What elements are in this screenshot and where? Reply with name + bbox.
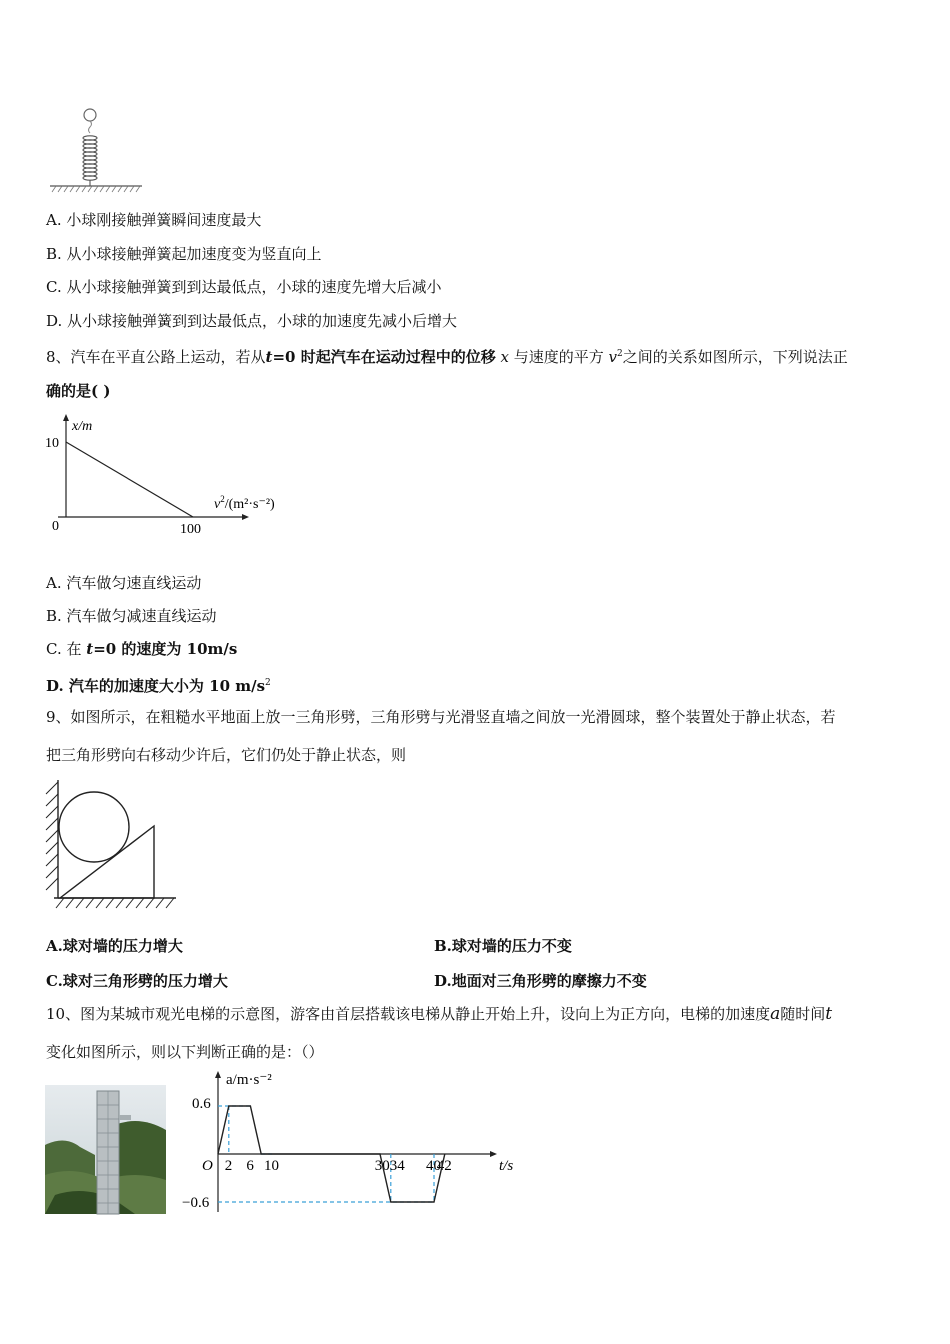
q8-stem-part: 与速度的平方	[513, 348, 604, 366]
q8-stem-part: 之间的关系如图所示，下列说法正	[622, 348, 848, 366]
q9-stem-line1: 9、如图所示，在粗糙水平地面上放一三角形劈，三角形劈与光滑竖直墙之间放一光滑圆球，整个装置处于静止状态，若	[46, 708, 836, 726]
q8-option-c-pre: C. 在	[46, 640, 87, 658]
q8-graph	[40, 412, 300, 542]
q8-stem-part: =0 时起汽车在运动过程中的位移	[272, 348, 496, 366]
q8-y-arrow	[63, 414, 69, 421]
q9-option-a: A.球对墙的压力增大	[46, 937, 183, 955]
q8-stem-line1	[46, 344, 848, 367]
q10-x-tick-labels	[225, 1158, 452, 1174]
q10-stem-line1	[46, 1004, 832, 1024]
q8-stem-line2: 确的是( )	[46, 382, 111, 400]
q8-stem-part: 8、汽车在平直公路上运动，若从	[46, 348, 266, 366]
q8-xtick-100: 100	[180, 522, 201, 537]
q10-xtick-3034: 3034	[374, 1158, 405, 1174]
ground-hatch	[56, 898, 174, 908]
q10-ylabel: a/m·s⁻²	[226, 1072, 272, 1088]
q10-graph	[182, 1066, 526, 1218]
ball	[59, 792, 129, 862]
q10-xtick-40: 40	[426, 1158, 441, 1174]
q8-xlabel-v: v	[214, 497, 221, 512]
q10-xtick-2: 2	[224, 1158, 233, 1174]
q8-option-c-t: t	[86, 640, 94, 658]
spring-ball-figure	[46, 104, 146, 196]
q9-option-d: D.地面对三角形劈的摩擦力不变	[434, 972, 647, 990]
ground-hatch	[52, 186, 140, 192]
q8-origin: 0	[52, 519, 59, 534]
q10-xlabel: t/s	[499, 1158, 514, 1174]
q8-option-a: A. 汽车做匀速直线运动	[46, 574, 202, 592]
q8-ytick-10: 10	[45, 436, 59, 451]
q8-option-c-post: =0 的速度为 10m/s	[93, 640, 238, 658]
q8-option-d-sup: 2	[265, 678, 271, 688]
q10-var-a: a	[770, 1004, 781, 1024]
wedge	[60, 826, 154, 898]
q8-xlabel: $v^2/(m^2\cdot s^{-2})$	[214, 494, 275, 512]
q9-stem-line2: 把三角形劈向右移动少许后，它们仍处于静止状态，则	[46, 746, 407, 764]
q10-xtick-6: 6	[246, 1158, 254, 1174]
q9-wedge-figure	[40, 778, 190, 918]
ball-string	[89, 121, 92, 133]
q8-sup: 2	[617, 349, 623, 359]
q8-var-x: x	[500, 348, 509, 366]
q8-option-c	[46, 639, 237, 659]
q8-ylabel: x/m	[72, 419, 93, 434]
q7-option-d: D. 从小球接触弹簧到到达最低点，小球的加速度先减小后增大	[46, 312, 458, 330]
sightseeing-elevator-photo	[45, 1085, 166, 1214]
q8-xlabel-unit: /(m²·s⁻²)	[224, 497, 275, 512]
q8-x-arrow	[242, 514, 249, 520]
q7-option-a: A. 小球刚接触弹簧瞬间速度最大	[46, 211, 262, 229]
q9-option-b: B.球对墙的压力不变	[434, 937, 572, 955]
q10-stem-part: 10、图为某城市观光电梯的示意图，游客由首层搭载该电梯从静止开始上升，设向上为正方向，电梯的加速度	[46, 1005, 771, 1023]
q10-origin: O	[202, 1158, 213, 1174]
q10-ytick-pos: 0.6	[192, 1096, 211, 1112]
spring	[83, 136, 97, 186]
ball	[84, 109, 96, 121]
q10-var-t: t	[825, 1004, 833, 1024]
q10-stem-line2: 变化如图所示，则以下判断正确的是：（）	[46, 1043, 324, 1061]
q9-option-c: C.球对三角形劈的压力增大	[46, 972, 228, 990]
q7-option-c: C. 从小球接触弹簧到到达最低点，小球的速度先增大后减小	[46, 278, 442, 296]
q8-line	[66, 442, 193, 517]
q10-stem-part: 随时间	[780, 1005, 826, 1023]
q8-option-b: B. 汽车做匀减速直线运动	[46, 607, 217, 625]
q10-y-arrow	[215, 1071, 221, 1078]
q10-x-arrow	[490, 1151, 497, 1157]
q8-var-v: v	[608, 348, 618, 366]
q7-option-b: B. 从小球接触弹簧起加速度变为竖直向上	[46, 245, 322, 263]
q10-ytick-neg: −0.6	[182, 1195, 210, 1211]
q8-option-d-text: D. 汽车的加速度大小为 10 m/s	[46, 677, 266, 695]
q10-xtick-42: 42	[436, 1158, 452, 1174]
q8-option-d	[46, 673, 271, 696]
q8-var-t: t	[265, 348, 273, 366]
q10-xtick-10: 10	[264, 1158, 279, 1174]
wall-hatch	[46, 782, 58, 890]
